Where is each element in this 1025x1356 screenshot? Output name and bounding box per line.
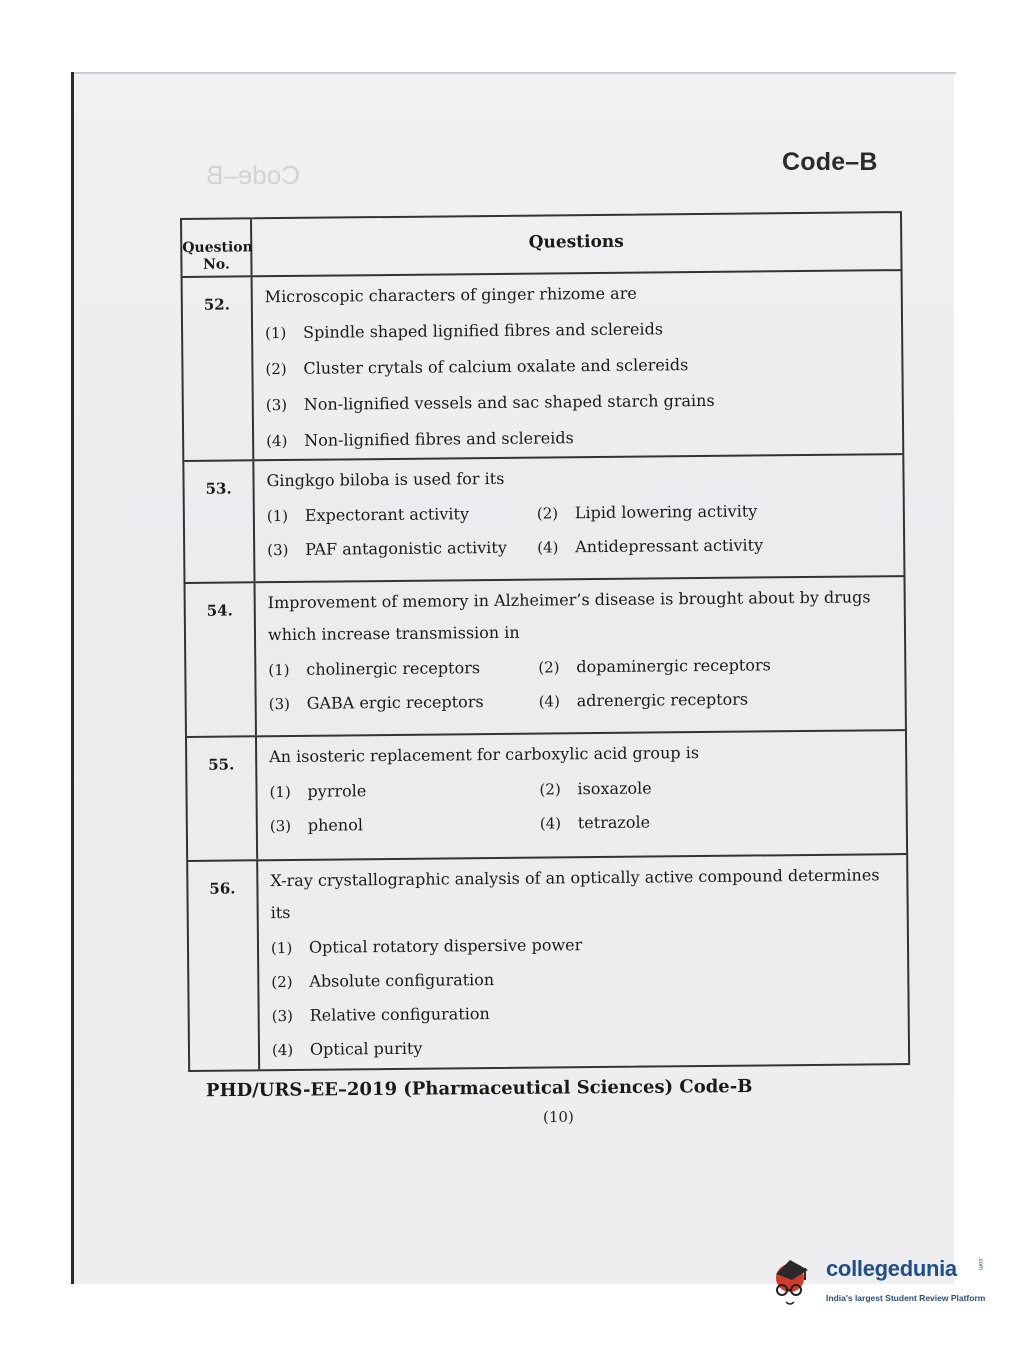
logo-domain: .com <box>977 1257 983 1271</box>
answer-option: (3) GABA ergic receptors <box>268 692 484 714</box>
header-question-no: Question No. <box>182 219 253 276</box>
question-row <box>186 577 905 738</box>
question-table <box>180 211 910 1072</box>
answer-option: (2) Cluster crytals of calcium oxalate and sclereids <box>265 355 689 379</box>
question-number: 52. <box>183 277 255 460</box>
question-number: 53. <box>184 461 255 582</box>
answer-option: (2) Lipid lowering activity <box>536 501 758 523</box>
logo-wordmark: collegedunia <box>826 1256 957 1281</box>
mascot-icon <box>768 1248 824 1314</box>
question-body <box>257 731 906 859</box>
answer-option: (4) Antidepressant activity <box>537 535 764 557</box>
question-stem: Gingkgo biloba is used for its <box>266 468 505 491</box>
answer-option: (2) isoxazole <box>539 778 652 799</box>
question-row <box>184 455 903 584</box>
answer-option: (4) Optical purity <box>271 1038 423 1060</box>
question-row <box>183 271 903 462</box>
paper-code: Code–B <box>782 148 878 176</box>
question-body <box>253 271 903 459</box>
page-number: (10) <box>543 1108 574 1126</box>
question-number: 55. <box>187 737 258 860</box>
bleed-through-text: Code–B <box>206 160 300 190</box>
answer-option: (2) Absolute configuration <box>271 970 495 992</box>
exam-footer: PHD/URS-EE–2019 (Pharmaceutical Sciences) Code-B <box>205 1075 753 1102</box>
question-stem: Microscopic characters of ginger rhizome are <box>264 283 637 307</box>
answer-option: (1) cholinergic receptors <box>268 658 481 680</box>
question-stem: X-ray crystallographic analysis of an optically active compound determines its <box>270 865 880 923</box>
question-stem: Improvement of memory in Alzheimer’s disease is brought about by drugs which increase transmission in <box>267 587 871 645</box>
header-questions: Questions <box>528 231 624 253</box>
question-body <box>258 855 908 1069</box>
question-stem: An isosteric replacement for carboxylic acid group is <box>269 743 700 767</box>
question-row <box>187 731 906 862</box>
collegedunia-logo[interactable] <box>768 1248 996 1314</box>
logo-tagline: India's largest Student Review Platform <box>826 1293 986 1303</box>
question-number: 54. <box>186 583 257 736</box>
question-body <box>254 455 903 581</box>
answer-option: (4) tetrazole <box>539 812 651 833</box>
answer-option: (1) Optical rotatory dispersive power <box>270 935 583 958</box>
question-number: 56. <box>188 861 260 1070</box>
answer-option: (4) Non-lignified fibres and sclereids <box>266 428 574 451</box>
answer-option: (4) adrenergic receptors <box>538 689 749 711</box>
answer-option: (3) Non-lignified vessels and sac shaped starch grains <box>265 390 715 415</box>
answer-option: (1) Spindle shaped lignified fibres and sclereids <box>265 319 664 343</box>
answer-option: (3) Relative configuration <box>271 1004 490 1026</box>
answer-option: (3) PAF antagonistic activity <box>267 537 507 560</box>
table-header <box>182 213 901 278</box>
answer-option: (1) Expectorant activity <box>266 504 470 526</box>
answer-option: (1) pyrrole <box>269 781 367 802</box>
question-body <box>256 577 905 735</box>
answer-option: (3) phenol <box>269 815 364 836</box>
answer-option: (2) dopaminergic receptors <box>538 655 771 677</box>
question-row <box>188 855 908 1070</box>
